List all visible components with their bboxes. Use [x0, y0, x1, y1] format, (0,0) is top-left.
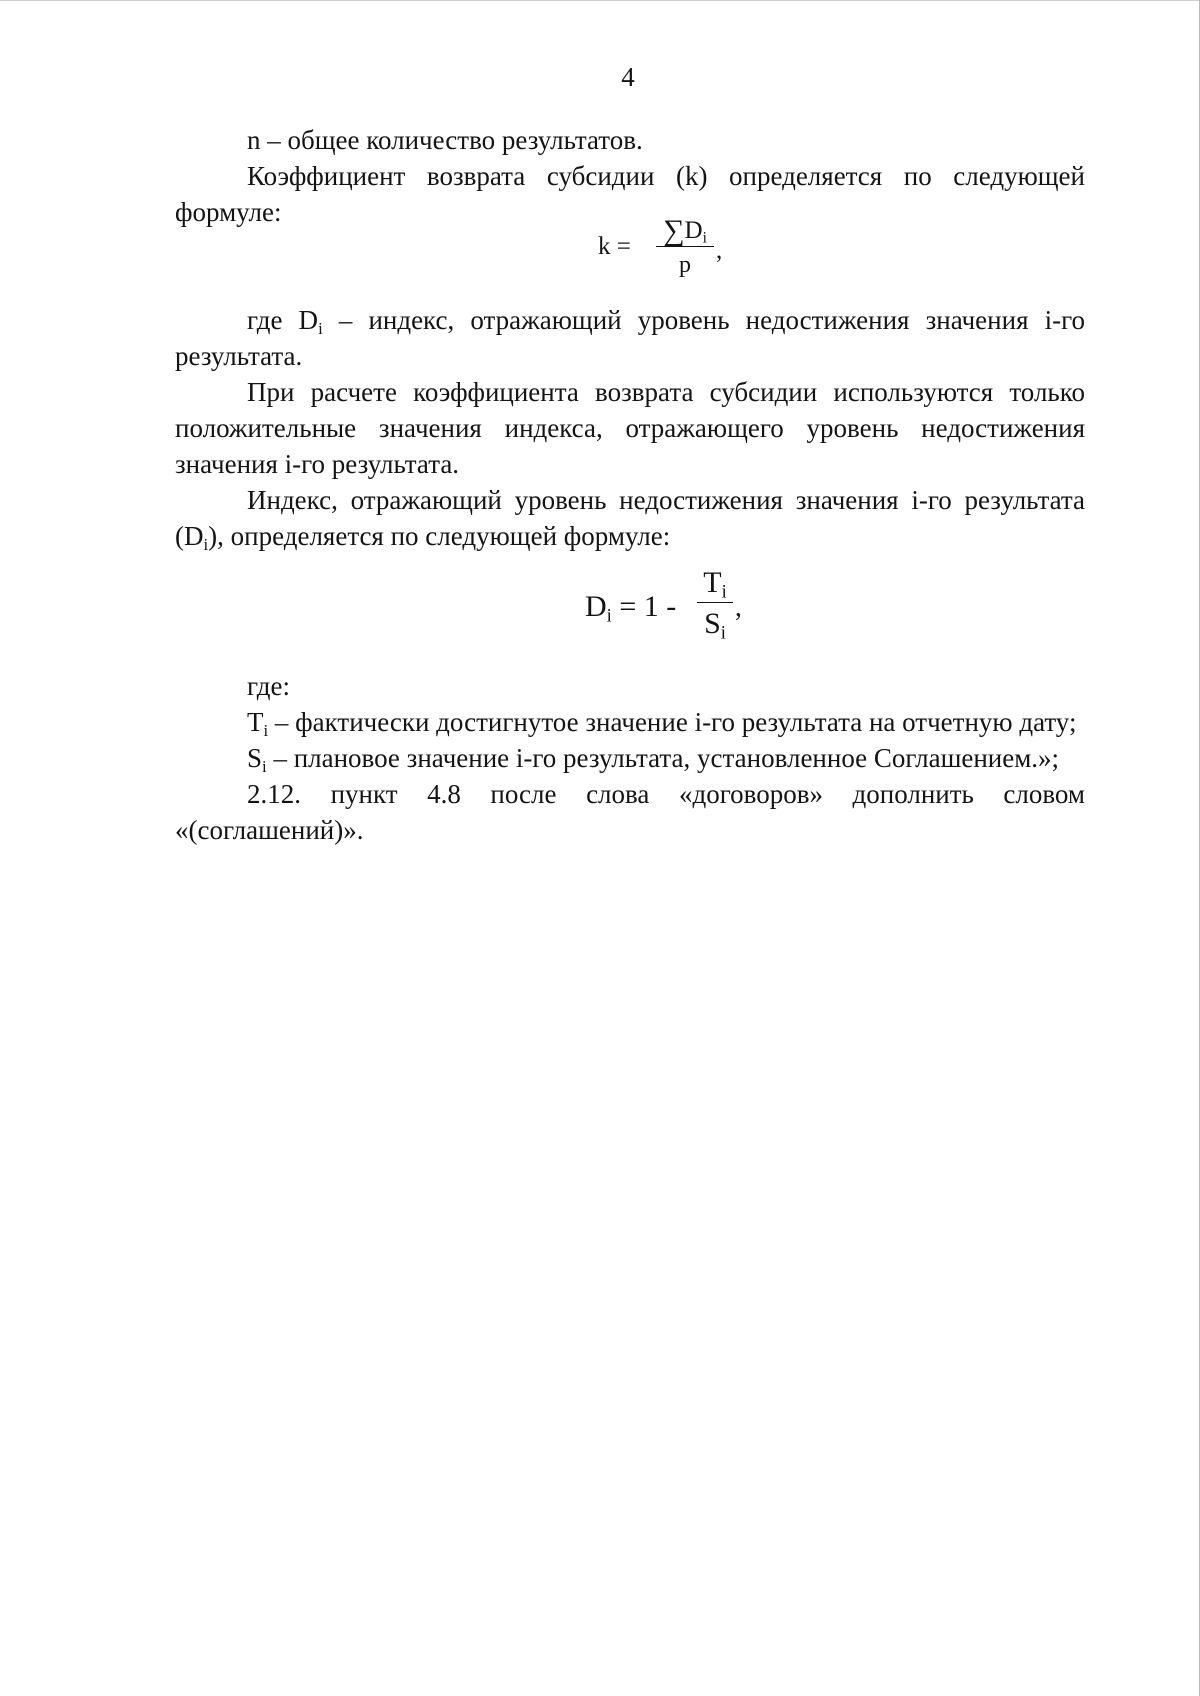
formula-d-denominator [697, 607, 733, 644]
sigma-symbol: ∑ [663, 214, 685, 247]
p8-sub: i [262, 757, 267, 777]
formula-d-fraction [697, 566, 733, 644]
formula-d-lhs-var: D [585, 590, 607, 623]
paragraph-ti-definition [175, 704, 1085, 740]
formula-k-comma: , [716, 237, 723, 264]
formula-d-comma: , [735, 592, 742, 622]
formula-d-eq: = 1 - [611, 590, 677, 623]
paragraph-item-2-12: 2.12. пункт 4.8 после слова «договоров» дополнить словом «(соглашений)». [175, 779, 1085, 845]
formula-d-num-sub: i [721, 581, 727, 603]
formula-d-den-sub: i [720, 622, 726, 644]
formula-d-den-var: S [704, 607, 721, 640]
formula-k-fraction [656, 214, 714, 277]
formula-d-lhs [585, 590, 677, 627]
paragraph-where: где: [247, 671, 290, 701]
p7-sub: i [263, 721, 269, 741]
p8-text-a: S [247, 743, 263, 773]
p7-text-b: – фактически достигнутое значение i-го результата на отчетную дату; [268, 707, 1077, 737]
p3-text-b: – индекс, отражающий уровень недостижения значения i-го результата. [175, 305, 1085, 371]
p8-text-b: – плановое значение i-го результата, установленное Соглашением.»; [266, 743, 1060, 773]
formula-k-num-var: D [684, 217, 703, 244]
paragraph-coefficient-definition: Коэффициент возврата субсидии (k) определяется по следующей формуле: [175, 161, 1085, 227]
p5-text-b: ), определяется по следующей формуле: [208, 521, 671, 551]
paragraph-di-definition [175, 302, 1085, 374]
paragraph-si-definition [175, 740, 1085, 776]
p3-sub: i [318, 319, 323, 339]
p5-sub: i [203, 535, 209, 555]
formula-d-num-var: T [703, 566, 722, 599]
formula-d-lhs-sub: i [606, 605, 612, 627]
formula-k-num-sub: i [702, 229, 707, 247]
page-number: 4 [621, 62, 635, 92]
fraction-line [697, 602, 733, 603]
paragraph-positive-values: При расчете коэффициента возврата субсидии используются только положительные значения индекса, отражающего уровень недостижения значения i-го результата. [175, 377, 1085, 479]
formula-k-lhs: k = [598, 233, 631, 260]
formula-k-denominator: p [679, 252, 691, 278]
formula-d-numerator [697, 566, 733, 603]
paragraph-total-results: n – общее количество результатов. [247, 125, 643, 155]
text-block-1 [175, 122, 1085, 230]
text-block-2 [175, 302, 1085, 554]
p7-text-a: T [247, 707, 264, 737]
paragraph-index-formula-intro [175, 482, 1085, 554]
formula-k-numerator [656, 214, 714, 247]
scan-edge-top [0, 0, 1200, 1]
p3-text-a: где D [247, 305, 319, 335]
p5-text-a: Индекс, отражающий уровень недостижения значения i-го результата (D [175, 485, 1085, 551]
text-block-3 [175, 668, 1085, 848]
